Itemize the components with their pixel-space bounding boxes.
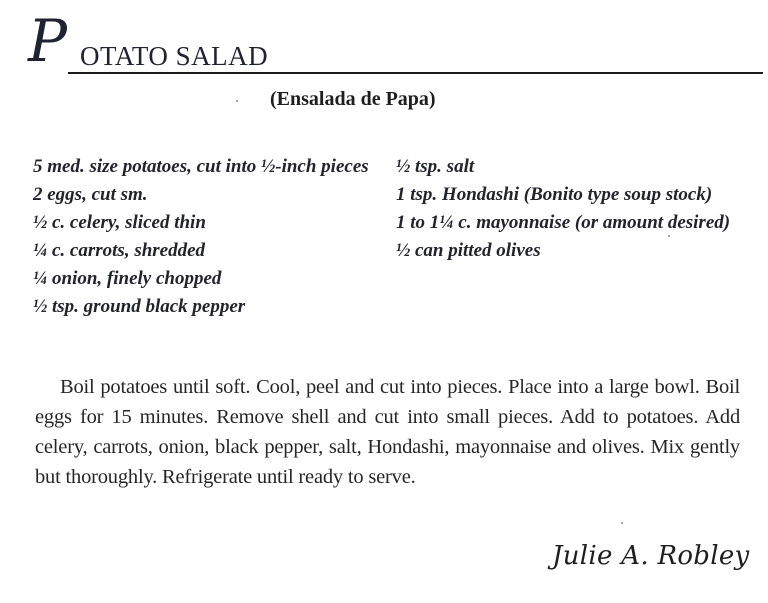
ingredient-item: ¼ onion, finely chopped xyxy=(33,268,222,289)
paper-speck-decoration xyxy=(621,522,623,524)
ingredient-item: ½ c. celery, sliced thin xyxy=(33,212,206,233)
ingredient-item: 1 to 1¼ c. mayonnaise (or amount desired) xyxy=(396,212,731,233)
recipe-title xyxy=(28,7,738,76)
recipe-author-signature: Julie A. Robley xyxy=(552,541,750,571)
recipe-subtitle: (Ensalada de Papa) xyxy=(270,88,436,110)
title-decorative-initial: P xyxy=(28,7,66,75)
ingredient-item: ½ tsp. salt xyxy=(396,156,475,177)
ingredient-item: ¼ c. carrots, shredded xyxy=(33,240,206,261)
paper-speck-decoration xyxy=(668,235,670,237)
recipe-directions: Boil potatoes until soft. Cool, peel and cut into pieces. Place into a large bowl. Boil eggs for 15 minutes. Remove shell and cut into small pieces. Add to potatoes. Add celery, carrots, onion, black pepper, salt, Hondashi, mayonnaise and olives. Mix gently but thoroughly. Refrigerate until ready to serve. xyxy=(35,376,740,488)
ingredient-item: 5 med. size potatoes, cut into ½-inch pieces xyxy=(33,156,369,177)
title-text: OTATO SALAD xyxy=(80,41,269,71)
ingredients-list-right xyxy=(396,153,746,265)
ingredients-list-left xyxy=(33,153,373,321)
title-underline-divider xyxy=(68,72,763,74)
ingredient-item: 2 eggs, cut sm. xyxy=(33,184,148,205)
ingredient-item: 1 tsp. Hondashi (Bonito type soup stock) xyxy=(396,184,713,205)
paper-speck-decoration xyxy=(236,100,238,102)
ingredient-item: ½ tsp. ground black pepper xyxy=(33,296,246,317)
ingredient-item: ½ can pitted olives xyxy=(396,240,541,261)
